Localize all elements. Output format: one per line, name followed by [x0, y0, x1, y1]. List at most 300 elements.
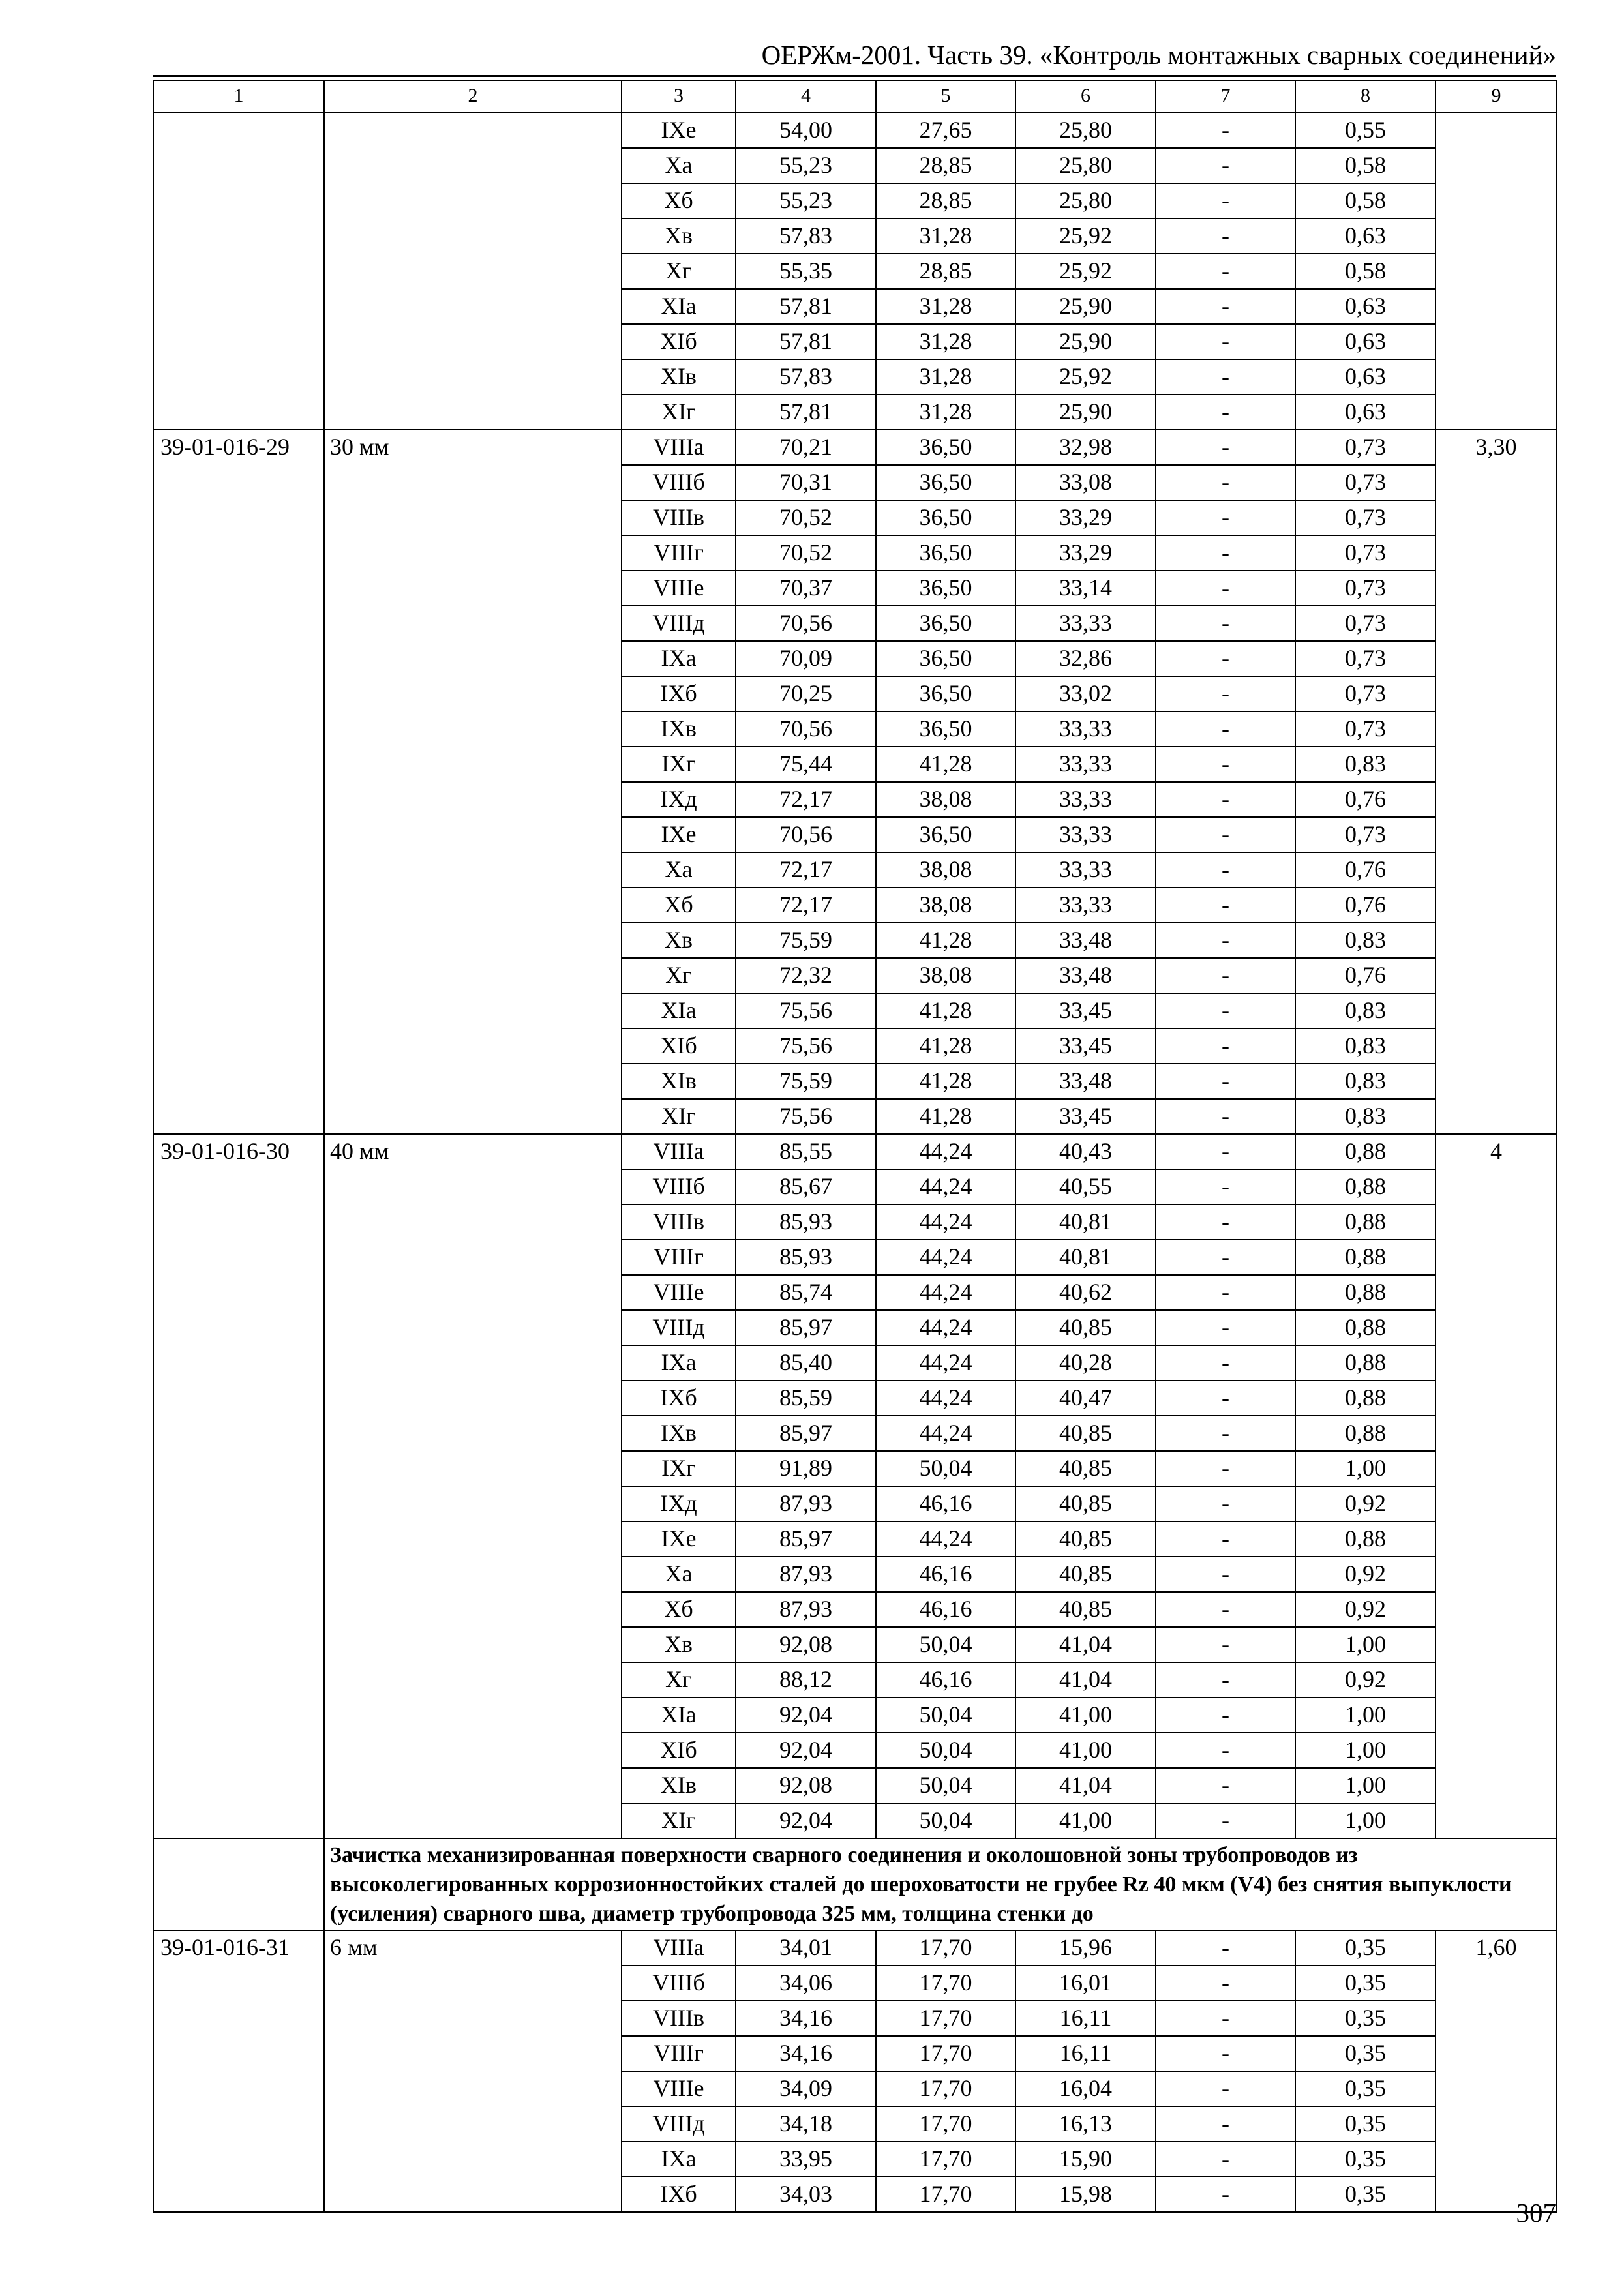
column-9-value: 4	[1436, 1134, 1557, 1838]
table-cell: -	[1156, 1134, 1295, 1169]
table-cell: XIб	[622, 324, 736, 359]
table-cell: 70,21	[736, 430, 876, 465]
rate-code: 39-01-016-30	[153, 1134, 324, 1838]
table-row	[153, 113, 1557, 148]
table-cell: 28,85	[876, 183, 1015, 218]
table-cell: 28,85	[876, 254, 1015, 289]
table-cell: -	[1156, 1204, 1295, 1240]
table-cell: 44,24	[876, 1169, 1015, 1204]
table-cell: 41,28	[876, 1064, 1015, 1099]
table-cell: -	[1156, 641, 1295, 676]
table-cell: 41,04	[1015, 1768, 1156, 1803]
table-cell: -	[1156, 711, 1295, 747]
table-cell: Xа	[622, 852, 736, 888]
table-cell: 40,85	[1015, 1416, 1156, 1451]
table-cell: 16,13	[1015, 2106, 1156, 2142]
table-cell: XIа	[622, 1698, 736, 1733]
page-header: ОЕРЖм-2001. Часть 39. «Контроль монтажных сварных соединений»	[761, 40, 1556, 70]
table-cell: 25,80	[1015, 148, 1156, 183]
table-cell: 40,85	[1015, 1451, 1156, 1486]
table-cell: 0,92	[1295, 1592, 1436, 1627]
table-cell: XIв	[622, 1064, 736, 1099]
table-cell: 44,24	[876, 1134, 1015, 1169]
table-cell: 33,48	[1015, 958, 1156, 993]
table-cell: 44,24	[876, 1416, 1015, 1451]
table-cell: -	[1156, 817, 1295, 852]
wall-thickness: 40 мм	[324, 1134, 622, 1838]
table-cell: 0,73	[1295, 571, 1436, 606]
table-cell: 0,35	[1295, 1930, 1436, 1966]
table-cell: 85,67	[736, 1169, 876, 1204]
table-cell: 0,35	[1295, 2071, 1436, 2106]
table-cell: -	[1156, 148, 1295, 183]
table-cell: 36,50	[876, 711, 1015, 747]
table-cell: -	[1156, 218, 1295, 254]
table-cell: 33,14	[1015, 571, 1156, 606]
table-cell: IXв	[622, 711, 736, 747]
table-cell: 70,52	[736, 535, 876, 571]
table-cell: 40,43	[1015, 1134, 1156, 1169]
table-cell: XIа	[622, 993, 736, 1028]
table-cell: 0,88	[1295, 1345, 1436, 1381]
table-cell: 75,56	[736, 1099, 876, 1134]
table-cell: 72,17	[736, 888, 876, 923]
table-cell: -	[1156, 747, 1295, 782]
table-cell: 36,50	[876, 465, 1015, 500]
table-cell: 34,06	[736, 1966, 876, 2001]
table-cell: -	[1156, 1064, 1295, 1099]
table-cell: 25,92	[1015, 254, 1156, 289]
table-cell: 0,83	[1295, 1064, 1436, 1099]
table-cell: XIг	[622, 1803, 736, 1838]
table-cell: 16,11	[1015, 2001, 1156, 2036]
table-cell: 44,24	[876, 1310, 1015, 1345]
table-cell: 36,50	[876, 606, 1015, 641]
table-cell: 41,28	[876, 747, 1015, 782]
table-cell: 87,93	[736, 1592, 876, 1627]
table-cell: 57,83	[736, 218, 876, 254]
table-cell: 0,58	[1295, 183, 1436, 218]
table-cell: 70,31	[736, 465, 876, 500]
table-cell: 1,00	[1295, 1803, 1436, 1838]
table-cell: 0,63	[1295, 324, 1436, 359]
table-cell: VIIIв	[622, 2001, 736, 2036]
table-cell: 1,00	[1295, 1451, 1436, 1486]
table-cell: 70,25	[736, 676, 876, 711]
table-cell: 38,08	[876, 782, 1015, 817]
table-cell: -	[1156, 535, 1295, 571]
table-cell: 0,35	[1295, 2106, 1436, 2142]
table-cell: IXг	[622, 1451, 736, 1486]
table-cell: 36,50	[876, 641, 1015, 676]
table-cell: 72,32	[736, 958, 876, 993]
table-cell: -	[1156, 1803, 1295, 1838]
table-cell: 33,33	[1015, 782, 1156, 817]
table-cell: XIв	[622, 359, 736, 395]
table-cell: 0,73	[1295, 465, 1436, 500]
table-cell: 85,74	[736, 1275, 876, 1310]
table-cell: 57,81	[736, 395, 876, 430]
table-cell: 44,24	[876, 1204, 1015, 1240]
table-cell: IXб	[622, 676, 736, 711]
table-cell: 31,28	[876, 324, 1015, 359]
table-cell: -	[1156, 113, 1295, 148]
table-cell: 40,81	[1015, 1240, 1156, 1275]
table-cell: 75,59	[736, 1064, 876, 1099]
table-cell: 70,56	[736, 817, 876, 852]
table-cell: 15,96	[1015, 1930, 1156, 1966]
table-cell: 34,03	[736, 2177, 876, 2212]
table-cell: Xг	[622, 1662, 736, 1698]
table-cell: 50,04	[876, 1768, 1015, 1803]
table-cell: 33,45	[1015, 1028, 1156, 1064]
table-cell: 33,45	[1015, 1099, 1156, 1134]
column-number: 1	[153, 80, 324, 113]
table-cell: VIIIд	[622, 1310, 736, 1345]
section-heading: Зачистка механизированная поверхности сварного соединения и околошовной зоны трубопроводов из высоколегированных коррозионностойких сталей до шероховатости не грубее Rz 40 мкм (V4) без снятия выпуклости (усиления) сварного шва, диаметр трубопровода 325 мм, толщина стенки до	[324, 1838, 1557, 1930]
table-cell: 17,70	[876, 1966, 1015, 2001]
rates-table	[153, 80, 1557, 2213]
table-cell: 33,29	[1015, 535, 1156, 571]
table-cell: 0,35	[1295, 2142, 1436, 2177]
table-cell: 0,63	[1295, 395, 1436, 430]
table-cell: 44,24	[876, 1381, 1015, 1416]
table-cell: 31,28	[876, 359, 1015, 395]
table-cell: 0,88	[1295, 1416, 1436, 1451]
table-cell: 92,04	[736, 1733, 876, 1768]
table-cell: -	[1156, 1310, 1295, 1345]
table-cell: 17,70	[876, 2071, 1015, 2106]
wall-thickness: 6 мм	[324, 1930, 622, 2212]
table-cell: 25,80	[1015, 183, 1156, 218]
table-cell: 25,80	[1015, 113, 1156, 148]
table-cell: 0,73	[1295, 535, 1436, 571]
table-cell: 85,93	[736, 1204, 876, 1240]
table-cell: -	[1156, 1381, 1295, 1416]
table-cell: 41,28	[876, 923, 1015, 958]
table-cell: 33,48	[1015, 923, 1156, 958]
table-cell: 0,63	[1295, 218, 1436, 254]
table-body	[153, 80, 1557, 2212]
table-cell: 31,28	[876, 289, 1015, 324]
table-cell: 0,73	[1295, 641, 1436, 676]
table-cell: 0,35	[1295, 2177, 1436, 2212]
table-cell: 0,76	[1295, 888, 1436, 923]
table-cell: -	[1156, 1521, 1295, 1557]
table-cell: 33,95	[736, 2142, 876, 2177]
table-cell: 0,92	[1295, 1557, 1436, 1592]
table-cell: -	[1156, 1698, 1295, 1733]
table-cell: 85,97	[736, 1310, 876, 1345]
table-cell: 70,37	[736, 571, 876, 606]
table-cell: 46,16	[876, 1592, 1015, 1627]
page-number: 307	[1516, 2198, 1556, 2228]
table-cell: 32,86	[1015, 641, 1156, 676]
table-cell: IXе	[622, 1521, 736, 1557]
table-cell: 72,17	[736, 852, 876, 888]
table-cell: 40,55	[1015, 1169, 1156, 1204]
table-cell: 92,04	[736, 1698, 876, 1733]
table-cell: XIб	[622, 1028, 736, 1064]
table-cell: Xг	[622, 254, 736, 289]
table-cell: 17,70	[876, 2001, 1015, 2036]
table-cell: 0,83	[1295, 747, 1436, 782]
table-cell: IXд	[622, 1486, 736, 1521]
table-cell: 0,88	[1295, 1169, 1436, 1204]
column-number: 4	[736, 80, 876, 113]
table-cell: IXе	[622, 817, 736, 852]
table-cell: 57,81	[736, 289, 876, 324]
table-cell: 0,92	[1295, 1662, 1436, 1698]
table-cell: -	[1156, 1486, 1295, 1521]
table-cell: -	[1156, 1275, 1295, 1310]
table-cell: 16,11	[1015, 2036, 1156, 2071]
table-cell: -	[1156, 1557, 1295, 1592]
table-cell: 0,88	[1295, 1204, 1436, 1240]
table-cell: 15,90	[1015, 2142, 1156, 2177]
table-cell: 55,23	[736, 148, 876, 183]
table-cell: VIIIб	[622, 465, 736, 500]
table-cell: 17,70	[876, 2106, 1015, 2142]
table-cell: -	[1156, 183, 1295, 218]
table-cell: 25,90	[1015, 395, 1156, 430]
table-cell: 0,58	[1295, 254, 1436, 289]
table-cell: -	[1156, 1768, 1295, 1803]
table-cell: 50,04	[876, 1451, 1015, 1486]
table-cell: 34,09	[736, 2071, 876, 2106]
column-number: 9	[1436, 80, 1557, 113]
table-cell: 0,92	[1295, 1486, 1436, 1521]
table-cell: 85,59	[736, 1381, 876, 1416]
table-cell: Xб	[622, 1592, 736, 1627]
table-cell: 85,97	[736, 1416, 876, 1451]
table-cell: 88,12	[736, 1662, 876, 1698]
table-cell: VIIIд	[622, 606, 736, 641]
table-cell: 36,50	[876, 571, 1015, 606]
table-cell: 40,47	[1015, 1381, 1156, 1416]
table-cell: 40,28	[1015, 1345, 1156, 1381]
table-cell: 0,73	[1295, 500, 1436, 535]
table-cell: 44,24	[876, 1521, 1015, 1557]
table-cell: 40,85	[1015, 1310, 1156, 1345]
table-cell: 15,98	[1015, 2177, 1156, 2212]
table-cell: IXб	[622, 2177, 736, 2212]
table-cell: 17,70	[876, 1930, 1015, 1966]
table-cell: 40,85	[1015, 1486, 1156, 1521]
table-cell: 57,83	[736, 359, 876, 395]
table-cell: 85,55	[736, 1134, 876, 1169]
table-cell: -	[1156, 1099, 1295, 1134]
table-cell: VIIIб	[622, 1966, 736, 2001]
section-spacer	[153, 1838, 324, 1930]
table-cell: -	[1156, 465, 1295, 500]
table-cell: -	[1156, 852, 1295, 888]
table-cell: -	[1156, 395, 1295, 430]
table-cell: VIIIе	[622, 2071, 736, 2106]
table-cell: 31,28	[876, 395, 1015, 430]
table-cell: 1,00	[1295, 1698, 1436, 1733]
table-cell: 91,89	[736, 1451, 876, 1486]
table-cell: Xг	[622, 958, 736, 993]
column-9-value: 1,60	[1436, 1930, 1557, 2212]
table-cell: 38,08	[876, 852, 1015, 888]
table-cell: 33,33	[1015, 817, 1156, 852]
table-cell: XIа	[622, 289, 736, 324]
table-cell: -	[1156, 958, 1295, 993]
table-cell: -	[1156, 1930, 1295, 1966]
table-cell: 92,04	[736, 1803, 876, 1838]
column-number: 3	[622, 80, 736, 113]
table-cell: 33,33	[1015, 888, 1156, 923]
table-cell: VIIIа	[622, 430, 736, 465]
table-cell: 0,73	[1295, 606, 1436, 641]
table-cell: 0,73	[1295, 711, 1436, 747]
table-cell: 41,28	[876, 1099, 1015, 1134]
table-cell: 36,50	[876, 817, 1015, 852]
table-cell: 0,55	[1295, 113, 1436, 148]
table-cell: 85,97	[736, 1521, 876, 1557]
table-cell: 72,17	[736, 782, 876, 817]
table-cell: 0,83	[1295, 1028, 1436, 1064]
table-cell: IXа	[622, 2142, 736, 2177]
table-cell: -	[1156, 606, 1295, 641]
table-cell: -	[1156, 359, 1295, 395]
table-cell: -	[1156, 2177, 1295, 2212]
table-cell: 34,16	[736, 2001, 876, 2036]
column-number-row	[153, 80, 1557, 113]
table-cell: 0,88	[1295, 1134, 1436, 1169]
table-cell: 25,90	[1015, 289, 1156, 324]
table-cell: -	[1156, 2036, 1295, 2071]
table-cell: 16,01	[1015, 1966, 1156, 2001]
table-cell: -	[1156, 289, 1295, 324]
table-cell: Xа	[622, 148, 736, 183]
table-cell: 36,50	[876, 676, 1015, 711]
table-cell: 0,73	[1295, 676, 1436, 711]
table-cell: 41,04	[1015, 1627, 1156, 1662]
table-cell: 25,92	[1015, 359, 1156, 395]
table-cell: 32,98	[1015, 430, 1156, 465]
table-cell: IXа	[622, 641, 736, 676]
rate-code	[153, 113, 324, 430]
table-cell: 0,88	[1295, 1381, 1436, 1416]
table-cell: VIIIа	[622, 1930, 736, 1966]
table-cell: 0,76	[1295, 852, 1436, 888]
table-row	[153, 1930, 1557, 1966]
table-cell: 87,93	[736, 1557, 876, 1592]
table-cell: Xв	[622, 1627, 736, 1662]
table-cell: 46,16	[876, 1662, 1015, 1698]
table-cell: 0,63	[1295, 359, 1436, 395]
table-cell: 41,28	[876, 993, 1015, 1028]
table-cell: -	[1156, 430, 1295, 465]
table-cell: 44,24	[876, 1275, 1015, 1310]
table-cell: 50,04	[876, 1627, 1015, 1662]
table-cell: 36,50	[876, 430, 1015, 465]
table-cell: 40,81	[1015, 1204, 1156, 1240]
table-cell: VIIIг	[622, 2036, 736, 2071]
table-cell: 40,62	[1015, 1275, 1156, 1310]
table-cell: VIIIг	[622, 535, 736, 571]
table-cell: 87,93	[736, 1486, 876, 1521]
table-cell: -	[1156, 993, 1295, 1028]
table-cell: 27,65	[876, 113, 1015, 148]
table-cell: 75,56	[736, 1028, 876, 1064]
table-cell: -	[1156, 888, 1295, 923]
table-cell: IXе	[622, 113, 736, 148]
table-cell: -	[1156, 2106, 1295, 2142]
table-cell: IXв	[622, 1416, 736, 1451]
table-cell: -	[1156, 1028, 1295, 1064]
table-cell: 70,52	[736, 500, 876, 535]
table-cell: 70,56	[736, 711, 876, 747]
table-cell: 36,50	[876, 500, 1015, 535]
table-cell: -	[1156, 1733, 1295, 1768]
table-cell: 55,23	[736, 183, 876, 218]
table-cell: 38,08	[876, 888, 1015, 923]
table-cell: -	[1156, 1627, 1295, 1662]
table-cell: 0,35	[1295, 1966, 1436, 2001]
table-cell: 50,04	[876, 1733, 1015, 1768]
table-cell: 41,00	[1015, 1698, 1156, 1733]
table-cell: 0,83	[1295, 923, 1436, 958]
column-number: 2	[324, 80, 622, 113]
table-cell: 17,70	[876, 2036, 1015, 2071]
table-cell: 33,02	[1015, 676, 1156, 711]
table-cell: 75,59	[736, 923, 876, 958]
table-cell: 34,16	[736, 2036, 876, 2071]
column-number: 7	[1156, 80, 1295, 113]
table-cell: 75,44	[736, 747, 876, 782]
table-cell: IXа	[622, 1345, 736, 1381]
table-cell: 0,88	[1295, 1521, 1436, 1557]
table-cell: -	[1156, 923, 1295, 958]
table-cell: -	[1156, 1592, 1295, 1627]
table-cell: 0,76	[1295, 782, 1436, 817]
table-cell: 0,88	[1295, 1310, 1436, 1345]
table-cell: 0,88	[1295, 1240, 1436, 1275]
column-number: 5	[876, 80, 1015, 113]
wall-thickness: 30 мм	[324, 430, 622, 1134]
table-cell: VIIIд	[622, 2106, 736, 2142]
table-cell: 31,28	[876, 218, 1015, 254]
table-cell: 40,85	[1015, 1557, 1156, 1592]
header-rule	[153, 75, 1556, 77]
table-cell: -	[1156, 1416, 1295, 1451]
table-cell: 1,00	[1295, 1733, 1436, 1768]
column-number: 8	[1295, 80, 1436, 113]
table-cell: 41,00	[1015, 1733, 1156, 1768]
table-cell: 33,48	[1015, 1064, 1156, 1099]
table-cell: Xв	[622, 923, 736, 958]
table-cell: -	[1156, 1345, 1295, 1381]
table-cell: Xб	[622, 183, 736, 218]
table-cell: IXг	[622, 747, 736, 782]
table-cell: 85,40	[736, 1345, 876, 1381]
table-cell: -	[1156, 1451, 1295, 1486]
table-cell: VIIIв	[622, 500, 736, 535]
table-cell: 0,76	[1295, 958, 1436, 993]
table-cell: 33,45	[1015, 993, 1156, 1028]
table-cell: -	[1156, 500, 1295, 535]
table-cell: -	[1156, 1169, 1295, 1204]
table-cell: 41,04	[1015, 1662, 1156, 1698]
table-cell: 57,81	[736, 324, 876, 359]
table-cell: 34,18	[736, 2106, 876, 2142]
table-cell: Xв	[622, 218, 736, 254]
table-cell: 46,16	[876, 1486, 1015, 1521]
table-cell: 0,88	[1295, 1275, 1436, 1310]
